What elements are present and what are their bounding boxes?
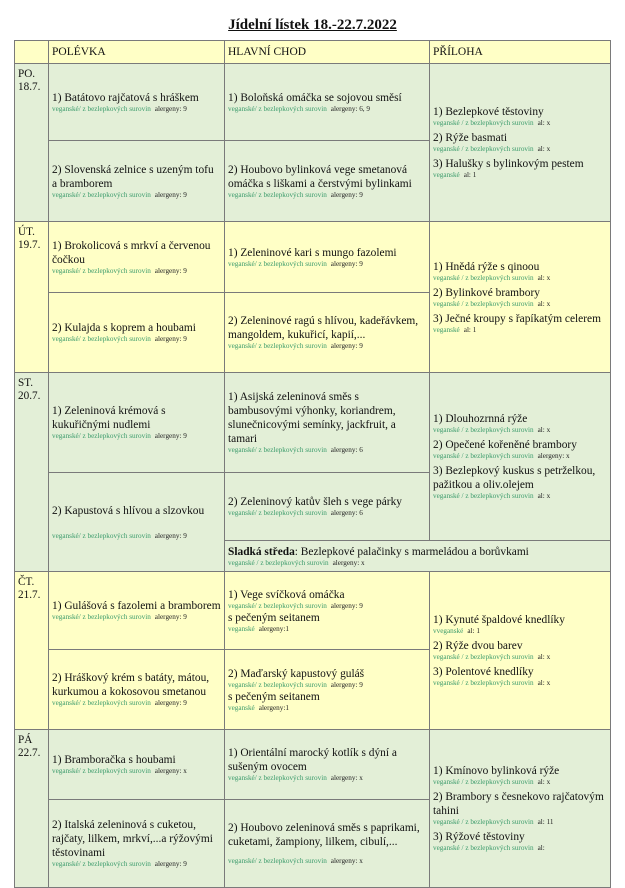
- soup-cell: [49, 222, 225, 293]
- soup-cell: [49, 730, 225, 800]
- soup-name: 2) Kulajda s koprem a houbami: [52, 322, 196, 334]
- header-main: HLAVNÍ CHOD: [225, 41, 430, 64]
- main-name: 2) Maďarský kapustový guláš: [228, 667, 365, 680]
- diet-note: veganské alergeny:1: [228, 703, 289, 712]
- side-item: 3) Polentové knedlíky veganské / z bezlepkových surovin al: x: [433, 666, 551, 687]
- side-item: 1) Bezlepkové těstoviny veganské / z bezlepkových surovin al: x: [433, 106, 551, 127]
- main-cell: [225, 650, 430, 730]
- day-cell: [15, 64, 49, 222]
- header-side: PŘÍLOHA: [430, 41, 611, 64]
- sweet-wednesday: Sladká středa: Bezlepkové palačinky s marmeládou a borůvkami: [228, 545, 529, 558]
- diet-note: veganské/ z bezlepkových surovin alergeny: x: [228, 857, 363, 865]
- side-cell: [430, 730, 611, 888]
- side-cell: [430, 373, 611, 541]
- diet-note: veganské/ z bezlepkových surovin alergeny: 9: [52, 699, 187, 707]
- soup-name: 2) Kapustová s hlívou a slzovkou: [52, 504, 205, 517]
- diet-note: veganské/ z bezlepkových surovin alergeny: x: [228, 774, 363, 782]
- sweet-wednesday-cell: [225, 541, 611, 572]
- day-date: 18.7.: [18, 81, 41, 93]
- soup-cell: [49, 141, 225, 222]
- header-day: [15, 41, 49, 64]
- main-cell: [225, 373, 430, 473]
- side-item: 2) Rýže dvou barev veganské / z bezlepkových surovin al: x: [433, 640, 551, 661]
- main-cell: [225, 473, 430, 541]
- main-name: 2) Houbovo zeleninová směs s paprikami, cuketami, žampiony, lilkem, cibulí,...: [228, 822, 420, 848]
- day-cell: [15, 373, 49, 572]
- soup-name: 2) Italská zeleninová s cuketou, rajčaty, lilkem, mrkví,...a rýžovými těstovinami: [52, 819, 213, 859]
- diet-note: veganské/ z bezlepkových surovin alergeny: 6: [228, 509, 363, 517]
- menu-title: Jídelní lístek 18.-22.7.2022: [228, 17, 397, 33]
- main-extra: s pečeným seitanem: [228, 690, 320, 703]
- side-item: 3) Ječné kroupy s řapíkatým celerem veganské al: 1: [433, 312, 601, 334]
- diet-note: veganské/ z bezlepkových surovin alergeny: 6, 9: [228, 104, 370, 113]
- day-row: [15, 572, 611, 650]
- main-extra: s pečeným seitanem: [228, 611, 320, 624]
- day-date: 21.7.: [18, 589, 41, 601]
- day-name: PO.: [18, 68, 36, 80]
- diet-note: veganské/ z bezlepkových surovin alergeny: x: [52, 767, 187, 775]
- main-name: 2) Zeleninové ragú s hlívou, kadeřávkem, mangoldem, kukuřicí, kapií,...: [228, 315, 419, 341]
- day-cell: [15, 730, 49, 888]
- diet-note: veganské/ z bezlepkových surovin alergeny: 9: [52, 432, 187, 440]
- soup-name: 1) Zeleninová krémová s kukuřičnými nudlemi: [52, 405, 166, 431]
- side-item: 1) Kynuté špaldové knedlíky vveganské al: 1: [433, 614, 565, 635]
- diet-note: veganské/ z bezlepkových surovin alergeny: 9: [52, 104, 187, 113]
- side-item: 1) Dlouhozrnná rýže veganské / z bezlepkových surovin al: x: [433, 413, 551, 434]
- main-name: 2) Houbovo bylinková vege smetanová omáčka s liškami a čerstvými bylinkami: [228, 163, 412, 190]
- day-cell: [15, 222, 49, 373]
- side-item: 3) Rýžové těstoviny veganské / z bezlepkových surovin al:: [433, 831, 545, 852]
- soup-cell: [49, 572, 225, 650]
- day-row: [15, 730, 611, 800]
- main-name: 1) Orientální marocký kotlík s dýní a sušeným ovocem: [228, 747, 397, 773]
- main-name: 1) Asijská zeleninová směs s bambusovými výhonky, koriandrem, slunečnicovými semínky, jackfruit, a tamari: [228, 391, 396, 445]
- diet-note: veganské/ z bezlepkových surovin alergeny: 9: [52, 531, 187, 540]
- header-row: [15, 41, 611, 64]
- main-name: 1) Zeleninové kari s mungo fazolemi: [228, 246, 397, 259]
- main-cell: [225, 800, 430, 888]
- day-date: 20.7.: [18, 390, 41, 402]
- side-item: 1) Kmínovo bylinková rýže veganské / z bezlepkových surovin al: x: [433, 765, 560, 786]
- diet-note: veganské/ z bezlepkových surovin alergeny: 9: [52, 266, 187, 275]
- main-cell: [225, 141, 430, 222]
- main-name: 2) Zeleninový katův šleh s vege párky: [228, 496, 402, 508]
- side-item: 2) Brambory s česnekovo rajčatovým tahini veganské / z bezlepkových surovin al: 11: [433, 791, 604, 826]
- soup-name: 2) Hráškový krém s batáty, mátou, kurkumou a kokosovou smetanou: [52, 672, 210, 698]
- side-item: 3) Halušky s bylinkovým pestem veganské al: 1: [433, 158, 584, 179]
- diet-note: veganské/ z bezlepkových surovin alergeny: 9: [228, 601, 363, 610]
- side-cell: [430, 64, 611, 222]
- side-cell: [430, 572, 611, 730]
- diet-note: veganské/ z bezlepkových surovin alergeny: 9: [52, 335, 187, 343]
- diet-note: veganské/ z bezlepkových surovin alergeny: 9: [52, 190, 187, 199]
- day-name: ČT.: [18, 576, 35, 588]
- day-row: [15, 222, 611, 293]
- day-row: [15, 373, 611, 473]
- soup-cell: [49, 473, 225, 572]
- soup-name: 1) Gulášová s fazolemi a bramborem: [52, 600, 221, 612]
- side-item: 2) Rýže basmati veganské / z bezlepkových surovin al: x: [433, 132, 551, 153]
- side-item: 2) Bylinkové brambory veganské / z bezlepkových surovin al: x: [433, 286, 551, 308]
- day-date: 22.7.: [18, 747, 41, 759]
- day-name: ÚT.: [18, 226, 35, 238]
- main-name: 1) Vege svíčková omáčka: [228, 588, 345, 601]
- day-date: 19.7.: [18, 239, 41, 251]
- header-soup: POLÉVKA: [49, 41, 225, 64]
- main-cell: [225, 572, 430, 650]
- soup-name: 1) Bramboračka s houbami: [52, 754, 176, 766]
- side-item: 2) Opečené kořeněné brambory veganské / z bezlepkových surovin alergeny: x: [433, 439, 577, 460]
- day-cell: [15, 572, 49, 730]
- diet-note: veganské / z bezlepkových surovin alergeny: x: [228, 558, 365, 567]
- soup-cell: [49, 650, 225, 730]
- diet-note: veganské/ z bezlepkových surovin alergeny: 9: [228, 680, 363, 689]
- soup-name: 1) Brokolicová s mrkví a červenou čočkou: [52, 239, 211, 266]
- day-name: PÁ: [18, 734, 33, 746]
- diet-note: veganské/ z bezlepkových surovin alergeny: 9: [228, 342, 363, 350]
- main-cell: [225, 293, 430, 373]
- diet-note: veganské/ z bezlepkových surovin alergeny: 9: [52, 860, 187, 868]
- diet-note: veganské/ z bezlepkových surovin alergeny: 9: [228, 190, 363, 199]
- day-row: [15, 64, 611, 141]
- menu-table: [14, 40, 611, 888]
- main-cell: [225, 64, 430, 141]
- side-item: 3) Bezlepkový kuskus s petrželkou, pažitkou a oliv.olejem veganské / z bezlepkových surovin al: x: [433, 465, 596, 500]
- soup-name: 2) Slovenská zelnice s uzeným tofu a bramborem: [52, 163, 214, 190]
- diet-note: veganské/ z bezlepkových surovin alergeny: 9: [228, 259, 363, 268]
- side-cell: [430, 222, 611, 373]
- soup-cell: [49, 64, 225, 141]
- diet-note: veganské/ z bezlepkových surovin alergeny: 6: [228, 446, 363, 454]
- soup-cell: [49, 373, 225, 473]
- soup-cell: [49, 293, 225, 373]
- side-item: 1) Hnědá rýže s qinoou veganské / z bezlepkových surovin al: x: [433, 260, 551, 282]
- day-name: ST.: [18, 377, 34, 389]
- main-cell: [225, 222, 430, 293]
- main-cell: [225, 730, 430, 800]
- main-name: 1) Boloňská omáčka se sojovou směsí: [228, 91, 402, 104]
- diet-note: veganské alergeny:1: [228, 624, 289, 633]
- soup-name: 1) Batátovo rajčatová s hráškem: [52, 91, 199, 104]
- diet-note: veganské/ z bezlepkových surovin alergeny: 9: [52, 613, 187, 621]
- soup-cell: [49, 800, 225, 888]
